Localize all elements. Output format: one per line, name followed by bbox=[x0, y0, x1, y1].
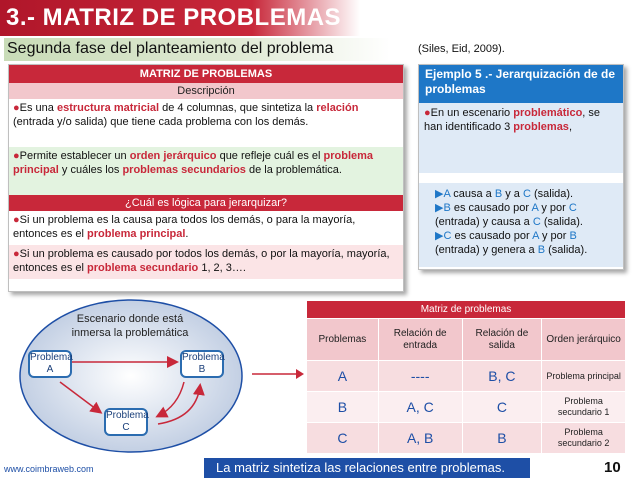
triangle-bullet-icon: ▶ bbox=[435, 202, 444, 214]
table-title: Matriz de problemas bbox=[307, 301, 626, 319]
site-link[interactable]: www.coimbraweb.com bbox=[4, 464, 94, 474]
logic-header: ¿Cuál es lógica para jerarquizar? bbox=[9, 195, 403, 211]
footer-note: La matriz sintetiza las relaciones entre problemas. bbox=[216, 460, 506, 475]
bullet-icon: ● bbox=[13, 248, 20, 260]
relation-line-b: ▶B es causado por A y por C (entrada) y causa a C (salida). bbox=[435, 202, 583, 228]
node-problem-a: Problema A bbox=[28, 350, 72, 378]
logic-item-2: ●Si un problema es causado por todos los demás, o por la mayoría, mayoría, entonces es el problema secundario 1, 2, 3…. bbox=[9, 245, 403, 279]
node-problem-c: Problema C bbox=[104, 408, 148, 436]
logic-item-1: ●Si un problema es la causa para todos los demás, o para la mayoría, entonces es el problema principal. bbox=[9, 211, 403, 245]
node-problem-b: Problema B bbox=[180, 350, 224, 378]
example-relations-list bbox=[419, 183, 623, 267]
problem-matrix-table bbox=[306, 300, 626, 454]
table-row: B A, C C Problema secundario 1 bbox=[307, 392, 626, 423]
arrow-to-table-icon bbox=[250, 366, 306, 382]
table-row: A ---- B, C Problema principal bbox=[307, 361, 626, 392]
matrix-card-title: MATRIZ DE PROBLEMAS bbox=[9, 65, 403, 83]
relation-line-a: ▶A causa a B y a C (salida). bbox=[435, 188, 574, 200]
column-header: Relación de entrada bbox=[378, 319, 462, 361]
column-header: Relación de salida bbox=[462, 319, 542, 361]
description-header: Descripción bbox=[9, 83, 403, 99]
page-number: 10 bbox=[604, 459, 621, 476]
page-title: 3.- MATRIZ DE PROBLEMAS bbox=[6, 4, 342, 31]
description-item-1: ●Es una estructura matricial de 4 columnas, que sintetiza la relación (entrada y/o salida) que tiene cada problema con los demás. bbox=[9, 99, 403, 147]
bullet-icon: ● bbox=[424, 107, 431, 119]
triangle-bullet-icon: ▶ bbox=[435, 230, 444, 242]
scenario-label: Escenario donde está inmersa la problemática bbox=[71, 313, 189, 339]
matrix-description-card bbox=[8, 64, 404, 292]
bullet-icon: ● bbox=[13, 102, 20, 114]
column-header: Problemas bbox=[307, 319, 379, 361]
column-header: Orden jerárquico bbox=[542, 319, 626, 361]
subtitle: Segunda fase del planteamiento del problema bbox=[7, 40, 334, 57]
citation: (Siles, Eid, 2009). bbox=[418, 43, 505, 55]
bullet-icon: ● bbox=[13, 150, 20, 162]
bullet-icon: ● bbox=[13, 214, 20, 226]
triangle-bullet-icon: ▶ bbox=[435, 188, 444, 200]
example-card bbox=[418, 64, 624, 270]
example-title: Ejemplo 5 .- Jerarquización de de problemas bbox=[419, 65, 623, 103]
relation-line-c: ▶C es causado por A y por B (entrada) y genera a B (salida). bbox=[435, 230, 588, 256]
table-row: C A, B B Problema secundario 2 bbox=[307, 423, 626, 454]
description-item-2: ●Permite establecer un orden jerárquico que refleje cuál es el problema principal y cuáles los problemas secundarios de la problemática. bbox=[9, 147, 403, 195]
example-intro: ●En un escenario problemático, se han identificado 3 problemas, bbox=[419, 103, 623, 173]
